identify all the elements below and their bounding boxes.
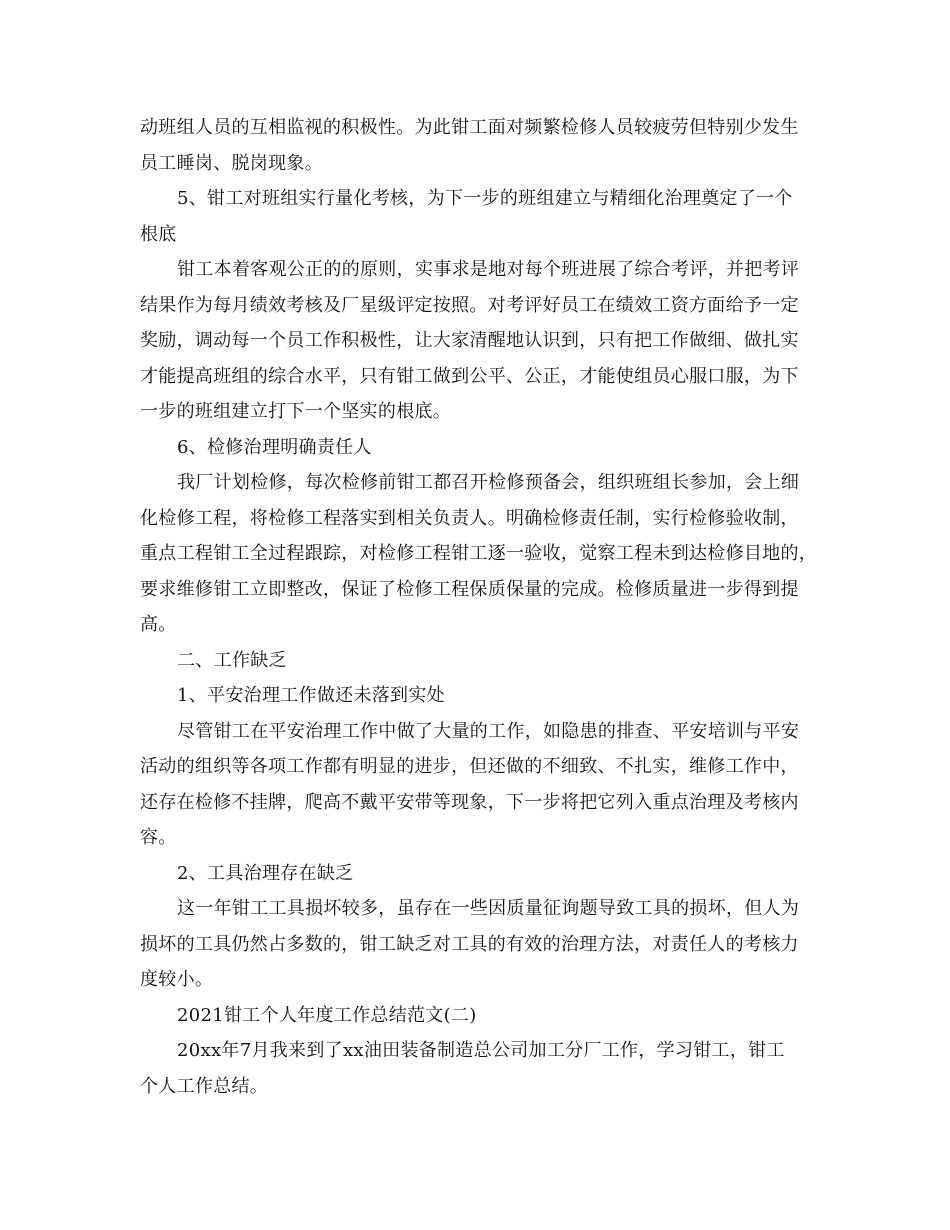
document-title: 2021钳工个人年度工作总结范文(二) xyxy=(177,1004,477,1026)
text-line: 结果作为每月绩效考核及厂星级评定按照。对考评好员工在绩效工资方面给予一定 xyxy=(140,294,799,316)
text-line: 活动的组织等各项工作都有明显的进步，但还做的不细致、不扎实，维修工作中， xyxy=(140,756,799,777)
text-line: 才能提高班组的综合水平，只有钳工做到公平、公正，才能使组员心服口服，为下 xyxy=(140,365,799,387)
text-line: 根底 xyxy=(140,223,177,245)
text-line: 度较小。 xyxy=(140,969,214,990)
text-line: 钳工本着客观公正的的原则，实事求是地对每个班进展了综合考评，并把考评 xyxy=(177,259,800,280)
text-line: 重点工程钳工全过程跟踪，对检修工程钳工逐一验收，觉察工程未到达检修目地的， xyxy=(140,543,818,564)
text-line: 要求维修钳工立即整改，保证了检修工程保质保量的完成。检修质量进一步得到提 xyxy=(140,578,799,600)
text-line: 还存在检修不挂牌，爬高不戴平安带等现象，下一步将把它列入重点治理及考核内 xyxy=(140,791,799,813)
text-line: 20xx年7月我来到了xx油田装备制造总公司加工分厂工作，学习钳工，钳工 xyxy=(177,1040,785,1061)
document-body xyxy=(140,110,840,1104)
text-line: 这一年钳工工具损坏较多，虽存在一些因质量征询题导致工具的损坏，但人为 xyxy=(177,898,800,919)
text-line: 损坏的工具仍然占多数的，钳工缺乏对工具的有效的治理方法，对责任人的考核力 xyxy=(140,933,799,955)
text-line: 化检修工程，将检修工程落实到相关负责人。明确检修责任制，实行检修验收制， xyxy=(140,507,799,529)
text-line: 高。 xyxy=(140,614,177,635)
text-line: 员工睡岗、脱岗现象。 xyxy=(140,152,323,174)
text-line: 容。 xyxy=(140,827,177,848)
section-heading: 5、钳工对班组实行量化考核，为下一步的班组建立与精细化治理奠定了一个 xyxy=(177,188,793,209)
text-line: 尽管钳工在平安治理工作中做了大量的工作，如隐患的排查、平安培训与平安 xyxy=(177,720,800,742)
text-line: 一步的班组建立打下一个坚实的根底。 xyxy=(140,401,452,422)
text-line: 个人工作总结。 xyxy=(140,1075,269,1097)
section-heading: 2、工具治理存在缺乏 xyxy=(177,862,354,884)
text-line: 我厂计划检修，每次检修前钳工都召开检修预备会，组织班组长参加，会上细 xyxy=(177,472,800,493)
section-heading: 1、平安治理工作做还未落到实处 xyxy=(177,685,445,706)
section-heading: 6、检修治理明确责任人 xyxy=(177,436,372,458)
section-heading: 二、工作缺乏 xyxy=(177,649,287,671)
text-line: 奖励，调动每一个员工作积极性，让大家清醒地认识到，只有把工作做细、做扎实 xyxy=(140,330,799,351)
text-line: 动班组人员的互相监视的积极性。为此钳工面对频繁检修人员较疲劳但特别少发生 xyxy=(140,117,799,138)
